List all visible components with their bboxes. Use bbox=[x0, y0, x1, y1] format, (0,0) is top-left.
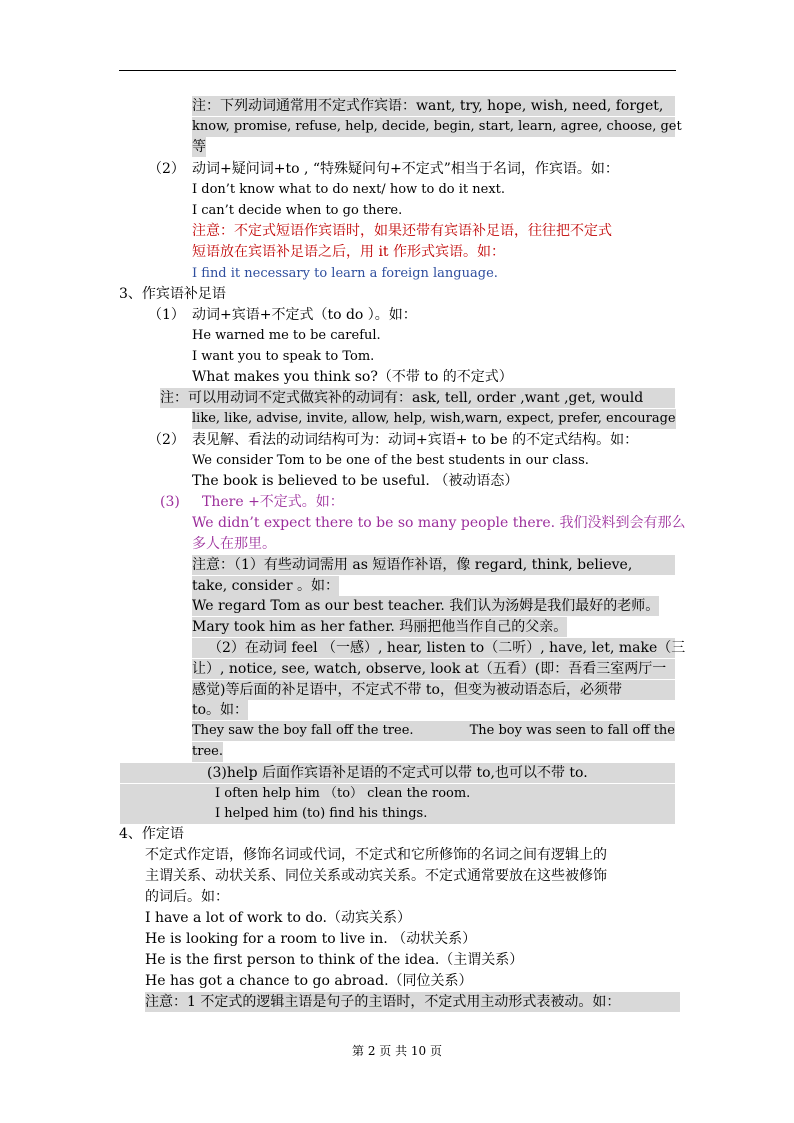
note-line: （2）在动词 feel （一感）, hear, listen to（二听）, have, let, make（三 bbox=[192, 638, 675, 658]
note-line: (3)help 后面作宾语补足语的不定式可以带 to,也可以不带 to. bbox=[120, 763, 675, 783]
example-line: I can’t decide when to go there. bbox=[192, 203, 403, 218]
example-line: He has got a chance to go abroad.（同位关系） bbox=[145, 973, 473, 989]
example-line: He is the first person to think of the idea.（主谓关系） bbox=[145, 952, 524, 968]
example-line: He warned me to be careful. bbox=[192, 328, 381, 343]
example-line: I don’t know what to do next/ how to do it next. bbox=[192, 182, 506, 197]
note-line: 注：可以用动词不定式做宾补的动词有：ask, tell, order ,want ,get, would bbox=[160, 388, 675, 408]
example-line: We didn’t expect there to be so many people there. 我们没料到会有那么 bbox=[192, 515, 686, 531]
note-line: to。如： bbox=[192, 702, 249, 718]
note-line: 让）, notice, see, watch, observe, look at（五看）(即：吾看三室两厅一 bbox=[192, 659, 675, 679]
note-line: 注意：（1）有些动词需用 as 短语作补语，像 regard, think, believe, bbox=[192, 555, 675, 575]
list-marker: (3) bbox=[160, 494, 180, 510]
section-heading: 4、作定语 bbox=[119, 826, 184, 842]
text-line: 主谓关系、动状关系、同位关系或动宾关系。不定式通常要放在这些被修饰 bbox=[145, 868, 607, 884]
note-line: 感觉)等后面的补足语中，不定式不带 to，但变为被动语态后，必须带 bbox=[192, 680, 675, 700]
note-line: 注意：1 不定式的逻辑主语是句子的主语时，不定式用主动形式表被动。如： bbox=[145, 992, 680, 1012]
example-line: What makes you think so?（不带 to 的不定式） bbox=[192, 369, 513, 385]
text-line: know, promise, refuse, help, decide, begin, start, learn, agree, choose, get bbox=[192, 117, 675, 137]
list-marker: （2） bbox=[148, 161, 185, 177]
example-line: We regard Tom as our best teacher. 我们认为汤姆是我们最好的老师。 bbox=[192, 598, 660, 614]
example-line: I want you to speak to Tom. bbox=[192, 349, 375, 364]
text-line: 动词+疑问词+to , “特殊疑问句+不定式”相当于名词，作宾语。如： bbox=[192, 161, 619, 177]
text-line: There +不定式。如： bbox=[202, 494, 344, 510]
example-line: I have a lot of work to do.（动宾关系） bbox=[145, 910, 411, 926]
example-line: We consider Tom to be one of the best students in our class. bbox=[192, 453, 589, 468]
header-rule bbox=[119, 70, 676, 71]
example-line: He is looking for a room to live in. （动状关系） bbox=[145, 931, 477, 947]
example-active: They saw the boy fall off the tree. bbox=[192, 723, 414, 738]
section-heading: 3、作宾语补足语 bbox=[119, 286, 226, 302]
example-passive: The boy was seen to fall off the bbox=[469, 723, 675, 738]
example-line: 多人在那里。 bbox=[192, 536, 276, 552]
note-line: 注意：不定式短语作宾语时，如果还带有宾语补足语，往往把不定式 bbox=[192, 223, 612, 239]
page-footer: 第 2 页 共 10 页 bbox=[352, 1044, 442, 1058]
text-line: 动词+宾语+不定式（to do ）。如： bbox=[192, 307, 417, 323]
example-line: I often help him （to） clean the room. bbox=[120, 784, 675, 804]
example-line bbox=[192, 721, 675, 741]
example-line: I helped him (to) find his things. bbox=[120, 804, 675, 824]
note-line: take, consider 。如： bbox=[192, 578, 339, 594]
text-line: 不定式作定语，修饰名词或代词，不定式和它所修饰的名词之间有逻辑上的 bbox=[145, 847, 607, 863]
list-marker: （2） bbox=[148, 432, 185, 448]
text-line: 等 bbox=[192, 139, 206, 155]
example-line: Mary took him as her father. 玛丽把他当作自己的父亲。 bbox=[192, 619, 568, 635]
example-line: The book is believed to be useful. （被动语态） bbox=[192, 473, 519, 489]
text-line: 表见解、看法的动词结构可为：动词+宾语+ to be 的不定式结构。如： bbox=[192, 432, 639, 448]
note-line: 短语放在宾语补足语之后，用 it 作形式宾语。如： bbox=[192, 244, 506, 260]
list-marker: （1） bbox=[148, 307, 185, 323]
text-line: 的词后。如： bbox=[145, 889, 229, 905]
example-line: tree. bbox=[192, 742, 223, 762]
example-line: I find it necessary to learn a foreign language. bbox=[192, 266, 498, 281]
note-line: like, like, advise, invite, allow, help, wish,warn, expect, prefer, encourage bbox=[192, 409, 676, 429]
text-line: 注：下列动词通常用不定式作宾语：want, try, hope, wish, need, forget, bbox=[192, 96, 675, 116]
